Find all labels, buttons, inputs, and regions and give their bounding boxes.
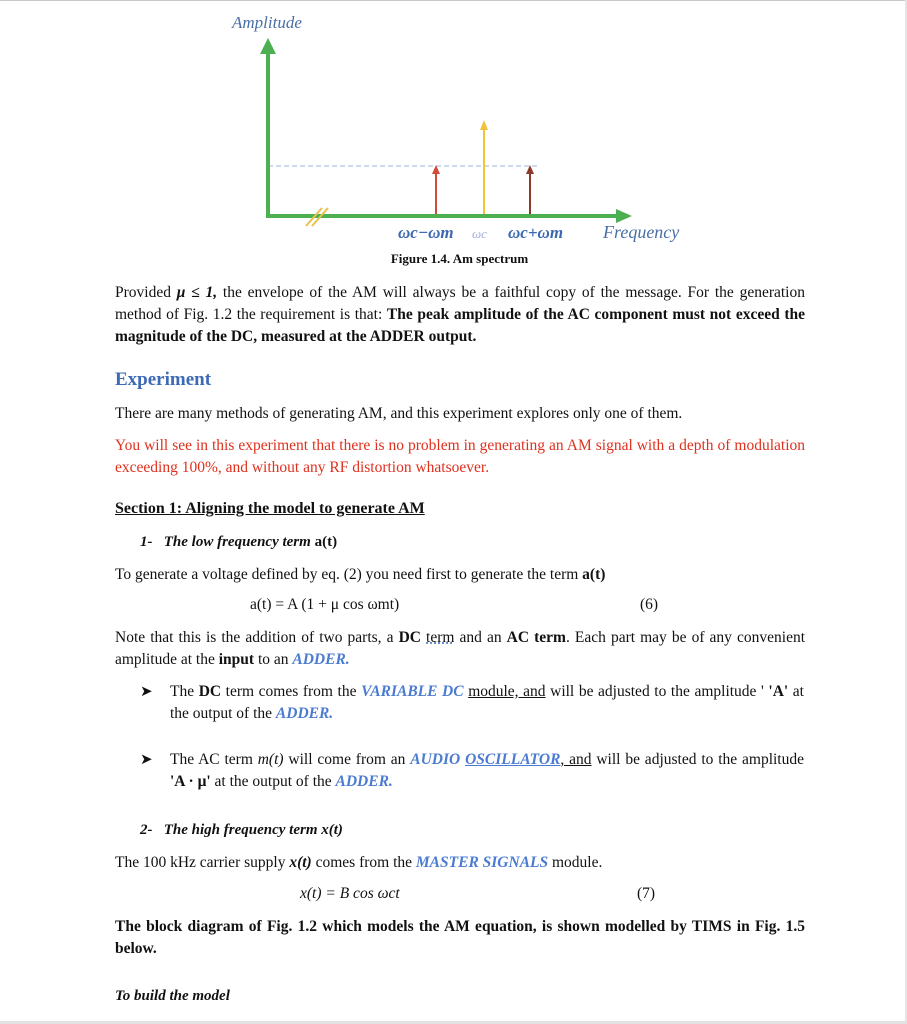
equation-7-number: (7) (637, 885, 656, 902)
build-model-heading: To build the model (115, 988, 230, 1004)
experiment-heading: Experiment (115, 369, 212, 390)
amplitude-axis-arrow (260, 38, 276, 54)
ac-term-bullet: The AC term m(t) will come from an AUDIO OSCILLATOR, and will be adjusted to the amplitude 'A · μ' at the output of the ADDER. (170, 751, 804, 790)
item2-heading: 2- The high frequency term x(t) (140, 822, 343, 838)
dc-term-bullet: The DC term comes from the VARIABLE DC module, and will be adjusted to the amplitude ' 'A' at the output of the ADDER. (170, 683, 804, 722)
item1-heading: 1- The low frequency term a(t) (140, 534, 338, 550)
note-paragraph: Note that this is the addition of two parts, a DC term and an AC term. Each part may be of any convenient amplitude at the input to an ADDER. (115, 629, 806, 668)
bullet-arrow-icon: ➤ (140, 752, 153, 768)
section1-heading: Section 1: Aligning the model to generate AM (115, 500, 425, 517)
carrier-arrow (480, 120, 488, 130)
frequency-axis-label: Frequency (603, 222, 680, 242)
frequency-axis-arrow (616, 209, 632, 223)
experiment-note: You will see in this experiment that there is no problem in generating an AM signal with a depth of modulation exceeding 100%, and without any RF distortion whatsoever. (115, 437, 805, 476)
generate-term-text: To generate a voltage defined by eq. (2) you need first to generate the term a(t) (115, 566, 606, 583)
carrier-label: ωc (472, 226, 487, 241)
am-spectrum-figure (0, 0, 907, 275)
equation-6-number: (6) (640, 596, 659, 613)
bullet-arrow-icon: ➤ (140, 684, 153, 700)
lower-sideband-label: ωc−ωm (398, 223, 454, 242)
upper-sideband-label: ωc+ωm (508, 223, 564, 242)
experiment-intro: There are many methods of generating AM, and this experiment explores only one of them. (115, 405, 683, 422)
figure-caption: Figure 1.4. Am spectrum (390, 251, 529, 266)
envelope-paragraph: Provided μ ≤ 1, the envelope of the AM will always be a faithful copy of the message. For the generation method of Fig. 1.2 the requirement is that: The peak amplitude of the AC component must not exceed the magnitude of the DC, measured at the ADDER output. (115, 284, 805, 345)
equation-6: a(t) = A (1 + μ cos ωmt) (250, 596, 400, 613)
equation-7: x(t) = B cos ωct (300, 885, 400, 902)
block-diagram-paragraph: The block diagram of Fig. 1.2 which models the AM equation, is shown modelled by TIMS in Fig. 1.5 below. (115, 918, 805, 957)
carrier-supply-text: The 100 kHz carrier supply x(t) comes from the MASTER SIGNALS module. (115, 854, 603, 871)
amplitude-axis-label: Amplitude (232, 13, 302, 32)
